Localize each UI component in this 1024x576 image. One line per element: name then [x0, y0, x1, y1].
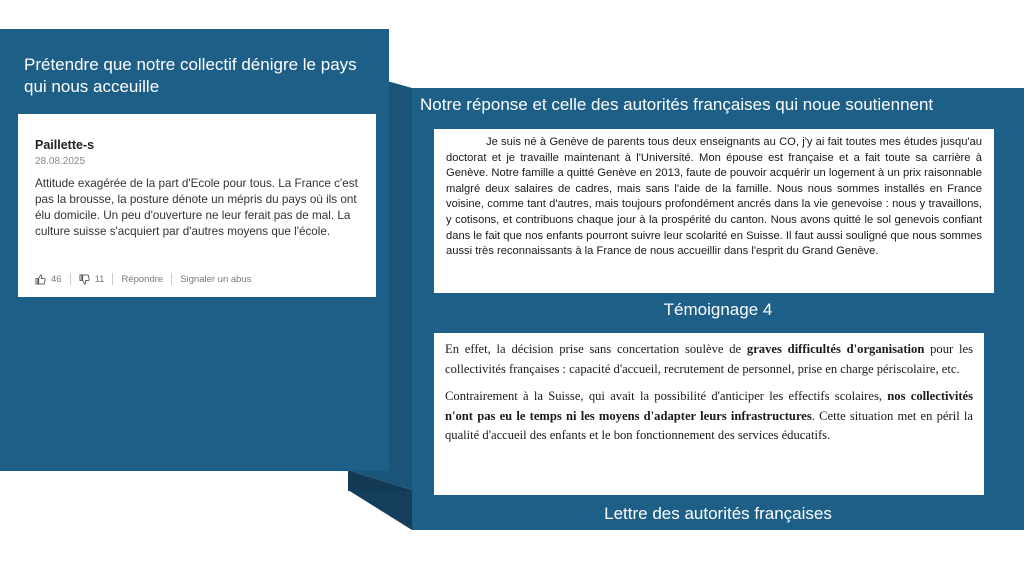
letter-p2-start: Contrairement à la Suisse, qui avait la possibilité d'anticiper les effectifs scolaires,: [445, 389, 888, 403]
letter-p1-end: pour les collectivités françaises : capacité d'accueil, recrutement de personnel, prise en charge périscolaire, etc.: [445, 342, 973, 376]
comment-author[interactable]: Paillette-s: [35, 138, 95, 152]
testimony-text: Je suis né à Genève de parents tous deux enseignants au CO, j'y ai fait toutes mes études jusqu'au doctorat et je travaille maintenant à l'Université. Mon épouse est française et a fait toute sa carrière à Genève. Notre famille a quitté Genève en 2013, faute de pouvoir acquérir un logement à un prix raisonnable malgré deux salaires de cadres, mais sans l'aide de la famille. Nous nous sommes installés en France voisine, comme tant d'autres, mais toujours profondément ancrés dans la vie genevoise : nous y travaillons, y cotisons, et contribuons chaque jour à la prospérité du canton. Nous avons quitté le sol genevois confiant dans le fait que nos enfants pourront suivre leur scolarité en Suisse. Il faut aussi souligné que nous sommes aussi très reconnaissants à la France de nous accueillir dans l'esprit du Grand Genève.: [446, 136, 982, 258]
divider: [70, 273, 71, 285]
divider: [171, 273, 172, 285]
right-panel-title: Notre réponse et celle des autorités françaises qui noue soutiennent: [420, 95, 934, 114]
thumbs-up-icon: [35, 274, 46, 285]
letter-p1-bold: graves difficultés d'organisation: [746, 342, 925, 356]
letter-caption: Lettre des autorités françaises: [604, 504, 832, 523]
report-abuse-link[interactable]: Signaler un abus: [180, 273, 252, 285]
like-count: 46: [51, 273, 62, 285]
left-panel-title: Prétendre que notre collectif dénigre le pays qui nous acceuille: [24, 55, 357, 96]
dislike-count: 11: [94, 273, 105, 285]
dislike-button[interactable]: [79, 274, 105, 285]
comment-actions: [35, 273, 252, 285]
divider: [112, 273, 113, 285]
left-panel: [0, 29, 389, 471]
comment-card: [18, 114, 376, 297]
like-button[interactable]: [35, 274, 62, 285]
letter-paragraph-2: [445, 387, 973, 446]
right-panel: [412, 88, 1024, 530]
letter-p2-bold: nos collectivités n'ont pas eu le temps ni les moyens d'adapter leurs infrastructures: [445, 389, 974, 423]
comment-text: Attitude exagérée de la part d'Ecole pour tous. La France c'est pas la brousse, la posture dénote un mépris du pays où ils ont élu domicile. Un peu d'ouverture ne leur ferait pas de mal. La culture suisse s'acquiert par d'autres moyens que l'école.: [35, 177, 358, 238]
testimony-caption: Témoignage 4: [663, 300, 773, 319]
thumbs-down-icon: [79, 274, 90, 285]
testimony-document: [434, 129, 994, 293]
comment-date: 28.08.2025: [35, 156, 86, 167]
letter-paragraph-1: [445, 340, 973, 379]
letter-document: [434, 333, 984, 495]
letter-p1-start: En effet, la décision prise sans concertation soulève de: [445, 342, 747, 356]
reply-link[interactable]: Répondre: [121, 273, 164, 285]
letter-text: [445, 340, 973, 454]
letter-p2-end: . Cette situation met en péril la qualité d'accueil des enfants et le bon fonctionnement des services éducatifs.: [445, 408, 973, 442]
